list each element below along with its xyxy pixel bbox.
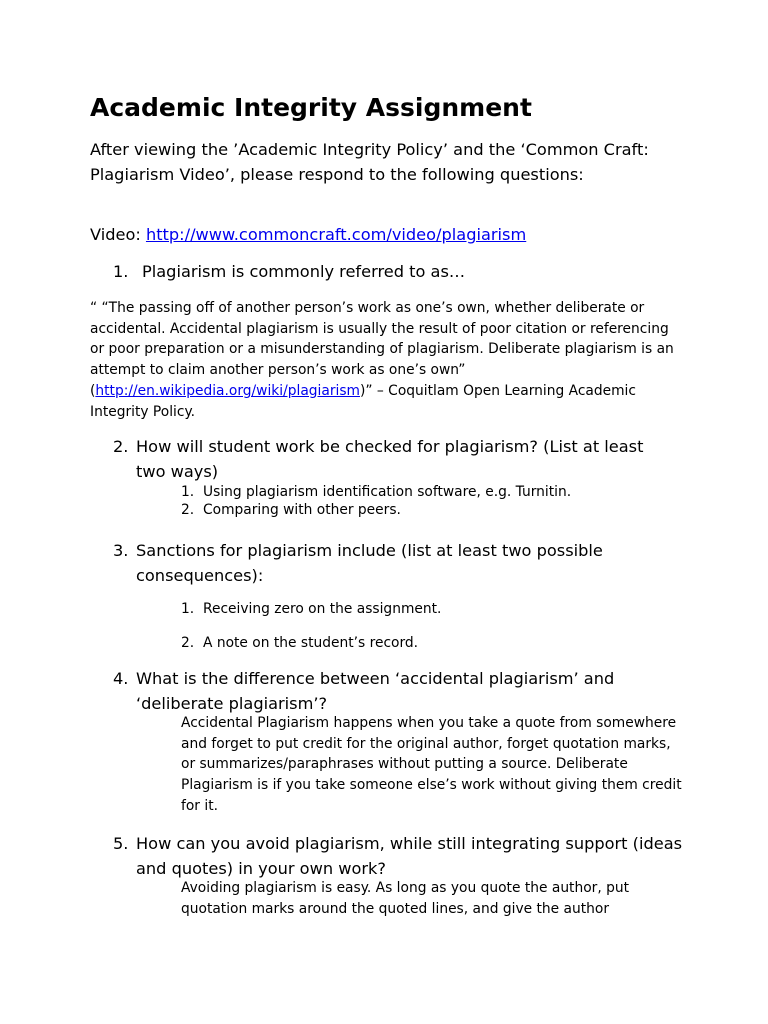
question-2 xyxy=(113,435,673,484)
question-2-number: 2. xyxy=(113,437,129,456)
question-4-number: 4. xyxy=(113,669,129,688)
question-5-answer: Avoiding plagiarism is easy. As long as you quote the author, put quotation marks around the quoted lines, and give the author xyxy=(181,880,630,917)
question-3-item-1 xyxy=(181,600,441,618)
video-line xyxy=(90,223,526,248)
list-number: 1. xyxy=(181,484,195,500)
question-3-text: Sanctions for plagiarism include (list at least two possible consequences): xyxy=(136,541,603,585)
question-3 xyxy=(113,539,673,588)
question-3-item-2 xyxy=(181,634,418,652)
question-1-text: Plagiarism is commonly referred to as… xyxy=(142,262,466,281)
question-5 xyxy=(113,832,683,881)
question-4-answer: Accidental Plagiarism happens when you take a quote from somewhere and forget to put credit for the original author, forget quotation marks, or summarizes/paraphrases without putting a source. Deliberate Plagiarism is if you take someone else’s work without giving them credit for it. xyxy=(181,715,682,814)
question-4-text: What is the difference between ‘accidental plagiarism’ and ‘deliberate plagiarism’? xyxy=(136,669,615,713)
question-1-answer xyxy=(90,298,686,422)
question-2-item-2 xyxy=(181,501,401,519)
list-item-text: Comparing with other peers. xyxy=(203,502,401,518)
list-item-text: Receiving zero on the assignment. xyxy=(203,601,442,617)
question-4 xyxy=(113,667,673,716)
question-1-answer-end: )” – Coquitlam Open Learning Academic Integrity Policy. xyxy=(90,382,636,420)
intro-paragraph: After viewing the ’Academic Integrity Policy’ and the ‘Common Craft: Plagiarism Video’, please respond to the following questions: xyxy=(90,140,649,184)
video-link[interactable]: http://www.commoncraft.com/video/plagiarism xyxy=(145,225,527,244)
question-1-answer-start: “ “The passing off of another person’s work as one’s own, whether deliberate or accidental. Accidental plagiarism is usually the result of poor citation or referencing or poor preparation or a misunderstanding of plagiarism. Deliberate plagiarism is an attempt to claim another person’s work as one’s own” ( xyxy=(90,300,674,399)
question-1 xyxy=(113,260,673,285)
question-2-item-1 xyxy=(181,483,571,501)
list-number: 2. xyxy=(181,502,195,518)
list-item-text: Using plagiarism identification software, e.g. Turnitin. xyxy=(203,484,572,500)
question-2-text: How will student work be checked for plagiarism? (List at least two ways) xyxy=(136,437,644,481)
list-number: 2. xyxy=(181,635,195,651)
question-5-number: 5. xyxy=(113,834,129,853)
video-label: Video: xyxy=(90,225,146,244)
question-5-text: How can you avoid plagiarism, while still integrating support (ideas and quotes) in your own work? xyxy=(136,834,683,878)
list-number: 1. xyxy=(181,601,195,617)
question-1-number: 1. xyxy=(113,262,129,281)
wikipedia-link[interactable]: http://en.wikipedia.org/wiki/plagiarism xyxy=(95,382,360,399)
document-title: Academic Integrity Assignment xyxy=(90,93,532,122)
list-item-text: A note on the student’s record. xyxy=(203,635,419,651)
question-3-number: 3. xyxy=(113,541,129,560)
